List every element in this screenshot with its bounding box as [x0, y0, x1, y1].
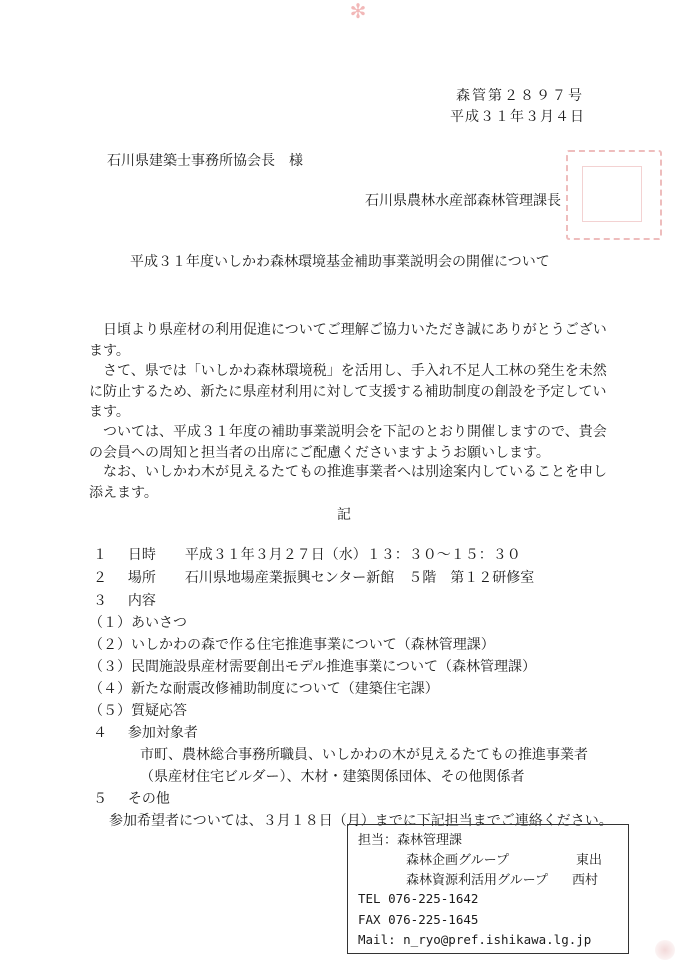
body-paragraph-1	[89, 320, 609, 361]
ki-heading: 記	[337, 507, 351, 523]
contact-label: 担当：森林管理課	[358, 833, 463, 848]
paper-smudge-mark	[655, 940, 675, 960]
item-2-label: 場所	[127, 570, 156, 586]
body-paragraph-3	[89, 422, 609, 463]
item-5-value: 参加希望者については、３月１８日（月）までに下記担当までご連絡ください。	[109, 813, 613, 829]
item-3-label: 内容	[127, 593, 156, 609]
body-paragraph-4	[89, 462, 609, 503]
content-item-4: （４）新たな耐震改修補助制度について（建築住宅課）	[89, 681, 439, 697]
document-date: 平成３１年３月４日	[450, 109, 585, 125]
content-item-2: （２）いしかわの森で作る住宅推進事業について（森林管理課）	[89, 637, 495, 653]
item-5-label: その他	[127, 791, 170, 807]
body-paragraph-2-text: さて、県では「いしかわ森林環境税」を活用し、手入れ不足人工林の発生を未然に防止するため、新たに県産材利用に対して支援する補助制度の創設を予定しています。	[89, 363, 607, 420]
item-4-line-2: （県産材住宅ビルダー）、木材・建築関係団体、その他関係者	[140, 769, 525, 785]
contact-group-1: 森林企画グループ	[406, 853, 509, 868]
item-4-label: 参加対象者	[127, 725, 198, 741]
body-paragraph-4-text: なお、いしかわ木が見えるたてもの推進事業者へは別途案内していることを申し添えます。	[89, 464, 607, 501]
body-paragraph-3-text: ついては、平成３１年度の補助事業説明会を下記のとおり開催しますので、貴会の会員への周知と担当者の出席にご配慮くださいますようお願いします。	[89, 424, 607, 461]
item-2	[93, 567, 534, 587]
item-3	[93, 590, 156, 610]
item-1-number: １	[93, 547, 107, 563]
document-title: 平成３１年度いしかわ森林環境基金補助事業説明会の開催について	[130, 254, 550, 270]
body-paragraph-2	[89, 361, 609, 423]
contact-fax: FAX 076-225-1645	[358, 912, 479, 927]
addressee: 石川県建築士事務所協会長 様	[107, 153, 303, 169]
item-5-number: ５	[93, 791, 107, 807]
item-2-value: 石川県地場産業振興センター新館 ５階 第１２研修室	[184, 570, 535, 586]
item-5	[93, 788, 170, 808]
item-2-number: ２	[93, 570, 107, 586]
received-stamp-mark: ✻	[349, 0, 367, 23]
body-paragraph-1-text: 日頃より県産材の利用促進についてご理解ご協力いただき誠にありがとうございます。	[89, 322, 607, 359]
item-1-label: 日時	[127, 547, 156, 563]
contact-box	[347, 824, 629, 954]
content-item-1: （１）あいさつ	[89, 615, 187, 631]
document-number: 森管第２８９７号	[456, 88, 584, 104]
item-4-number: ４	[93, 725, 107, 741]
content-item-5: （５）質疑応答	[89, 703, 187, 719]
contact-person-1: 東出	[576, 853, 603, 868]
item-3-number: ３	[93, 593, 107, 609]
item-1-value: 平成３１年３月２７日（水）１３：３０～１５：３０	[184, 547, 521, 563]
seal-inner-frame	[582, 166, 642, 222]
contact-person-2: 西村	[572, 873, 599, 888]
item-1	[93, 544, 521, 564]
contact-group-2: 森林資源利活用グループ	[406, 873, 548, 888]
contact-mail: Mail: n_ryo@pref.ishikawa.lg.jp	[358, 932, 592, 947]
sender: 石川県農林水産部森林管理課長	[365, 193, 561, 209]
received-seal-stamp	[566, 150, 662, 240]
item-4	[93, 722, 198, 742]
contact-tel: TEL 076-225-1642	[358, 891, 479, 906]
item-4-line-1: 市町、農林総合事務所職員、いしかわの木が見えるたてもの推進事業者	[140, 747, 588, 763]
content-item-3: （３）民間施設県産材需要創出モデル推進事業について（森林管理課）	[89, 659, 537, 675]
